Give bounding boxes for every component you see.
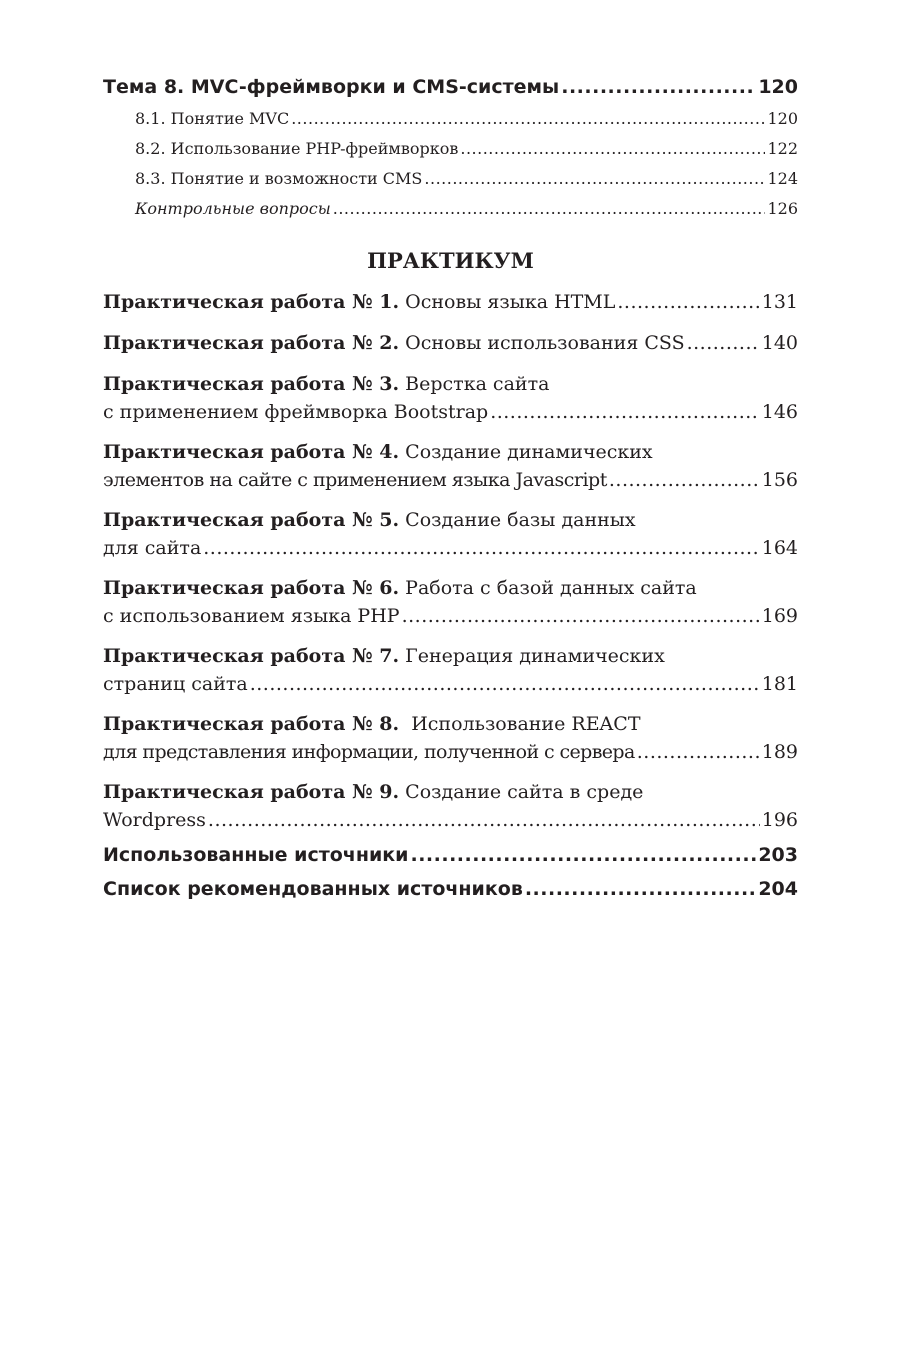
toc-leader-dots bbox=[687, 329, 760, 357]
toc-page-number: 156 bbox=[761, 469, 798, 491]
toc-practical-work-2[interactable] bbox=[103, 329, 798, 357]
work-title-line1: Генерация динамических bbox=[405, 645, 665, 667]
work-title-line2: элементов на сайте с применением языка Javascript bbox=[103, 469, 607, 491]
toc-leader-dots bbox=[490, 398, 760, 426]
toc-page-number: 120 bbox=[767, 109, 798, 128]
toc-leader-dots bbox=[333, 194, 766, 224]
work-number: Практическая работа № 3. bbox=[103, 373, 400, 395]
toc-practical-work-8[interactable] bbox=[103, 710, 798, 766]
work-title-line1: Использование REACT bbox=[411, 713, 641, 735]
work-title-line2: для сайта bbox=[103, 537, 202, 559]
toc-leader-dots bbox=[637, 738, 760, 766]
toc-item-label: Контрольные вопросы bbox=[135, 199, 331, 218]
toc-leader-dots bbox=[561, 70, 756, 104]
work-number: Практическая работа № 1. bbox=[103, 291, 400, 313]
toc-page-number: 196 bbox=[761, 809, 798, 831]
work-title-line1: Верстка сайта bbox=[405, 373, 550, 395]
toc-practical-work-6[interactable] bbox=[103, 574, 798, 630]
toc-page-number: 203 bbox=[758, 844, 798, 866]
toc-practical-work-5[interactable] bbox=[103, 506, 798, 562]
toc-item-control-questions[interactable] bbox=[103, 194, 798, 224]
toc-leader-dots bbox=[424, 164, 765, 194]
toc-topic-8[interactable] bbox=[103, 70, 798, 104]
work-number: Практическая работа № 7. bbox=[103, 645, 400, 667]
toc-page-number: 120 bbox=[758, 76, 798, 98]
toc-page-number: 204 bbox=[758, 878, 798, 900]
toc-page-number: 126 bbox=[767, 199, 798, 218]
toc-page-number: 131 bbox=[761, 291, 798, 313]
work-title-line1: Создание базы данных bbox=[405, 509, 636, 531]
toc-item-label: Использованные источники bbox=[103, 844, 409, 866]
toc-page-number: 124 bbox=[767, 169, 798, 188]
toc-item-label: 8.3. Понятие и возможности CMS bbox=[135, 169, 423, 188]
work-number: Практическая работа № 9. bbox=[103, 781, 400, 803]
work-title-line2: для представления информации, полученной с сервера bbox=[103, 741, 635, 763]
toc-item-8-3[interactable] bbox=[103, 164, 798, 194]
toc-page bbox=[103, 70, 798, 906]
toc-item-8-2[interactable] bbox=[103, 134, 798, 164]
toc-page-number: 146 bbox=[761, 401, 798, 423]
toc-page-number: 164 bbox=[761, 537, 798, 559]
toc-leader-dots bbox=[402, 602, 760, 630]
toc-item-label: 8.2. Использование PHP-фреймворков bbox=[135, 139, 459, 158]
work-title-line1: Работа с базой данных сайта bbox=[405, 577, 697, 599]
practicum-heading: ПРАКТИКУМ bbox=[367, 248, 534, 273]
toc-page-number: 189 bbox=[761, 741, 798, 763]
toc-leader-dots bbox=[525, 872, 756, 906]
toc-leader-dots bbox=[460, 134, 765, 164]
work-title: Основы использования CSS bbox=[405, 332, 685, 354]
toc-leader-dots bbox=[203, 534, 759, 562]
toc-practical-work-3[interactable] bbox=[103, 370, 798, 426]
toc-leader-dots bbox=[410, 838, 756, 872]
work-title-line2: с использованием языка PHP bbox=[103, 605, 400, 627]
work-title-line2: страниц сайта bbox=[103, 673, 248, 695]
work-title: Основы языка HTML bbox=[405, 291, 616, 313]
toc-topic-title: Тема 8. MVC-фреймворки и CMS-системы bbox=[103, 76, 560, 98]
toc-practical-work-7[interactable] bbox=[103, 642, 798, 698]
work-number: Практическая работа № 6. bbox=[103, 577, 400, 599]
toc-item-8-1[interactable] bbox=[103, 104, 798, 134]
work-number: Практическая работа № 4. bbox=[103, 441, 400, 463]
toc-item-label: Список рекомендованных источников bbox=[103, 878, 523, 900]
work-number: Практическая работа № 2. bbox=[103, 332, 400, 354]
work-title-line1: Создание динамических bbox=[405, 441, 653, 463]
toc-page-number: 122 bbox=[767, 139, 798, 158]
toc-leader-dots bbox=[617, 288, 759, 316]
toc-page-number: 140 bbox=[761, 332, 798, 354]
toc-item-label: 8.1. Понятие MVC bbox=[135, 109, 290, 128]
toc-used-sources[interactable] bbox=[103, 838, 798, 872]
toc-leader-dots bbox=[609, 466, 760, 494]
work-title-line2: с применением фреймворка Bootstrap bbox=[103, 401, 489, 423]
toc-leader-dots bbox=[250, 670, 760, 698]
work-number: Практическая работа № 5. bbox=[103, 509, 400, 531]
work-title-line2: Wordpress bbox=[103, 809, 206, 831]
work-title-line1: Создание сайта в среде bbox=[405, 781, 644, 803]
toc-practical-work-1[interactable] bbox=[103, 288, 798, 316]
toc-practical-work-9[interactable] bbox=[103, 778, 798, 834]
toc-page-number: 181 bbox=[761, 673, 798, 695]
toc-leader-dots bbox=[291, 104, 765, 134]
toc-recommended-sources[interactable] bbox=[103, 872, 798, 906]
toc-page-number: 169 bbox=[761, 605, 798, 627]
work-number: Практическая работа № 8. bbox=[103, 713, 400, 735]
toc-practical-work-4[interactable] bbox=[103, 438, 798, 494]
toc-leader-dots bbox=[208, 806, 760, 834]
